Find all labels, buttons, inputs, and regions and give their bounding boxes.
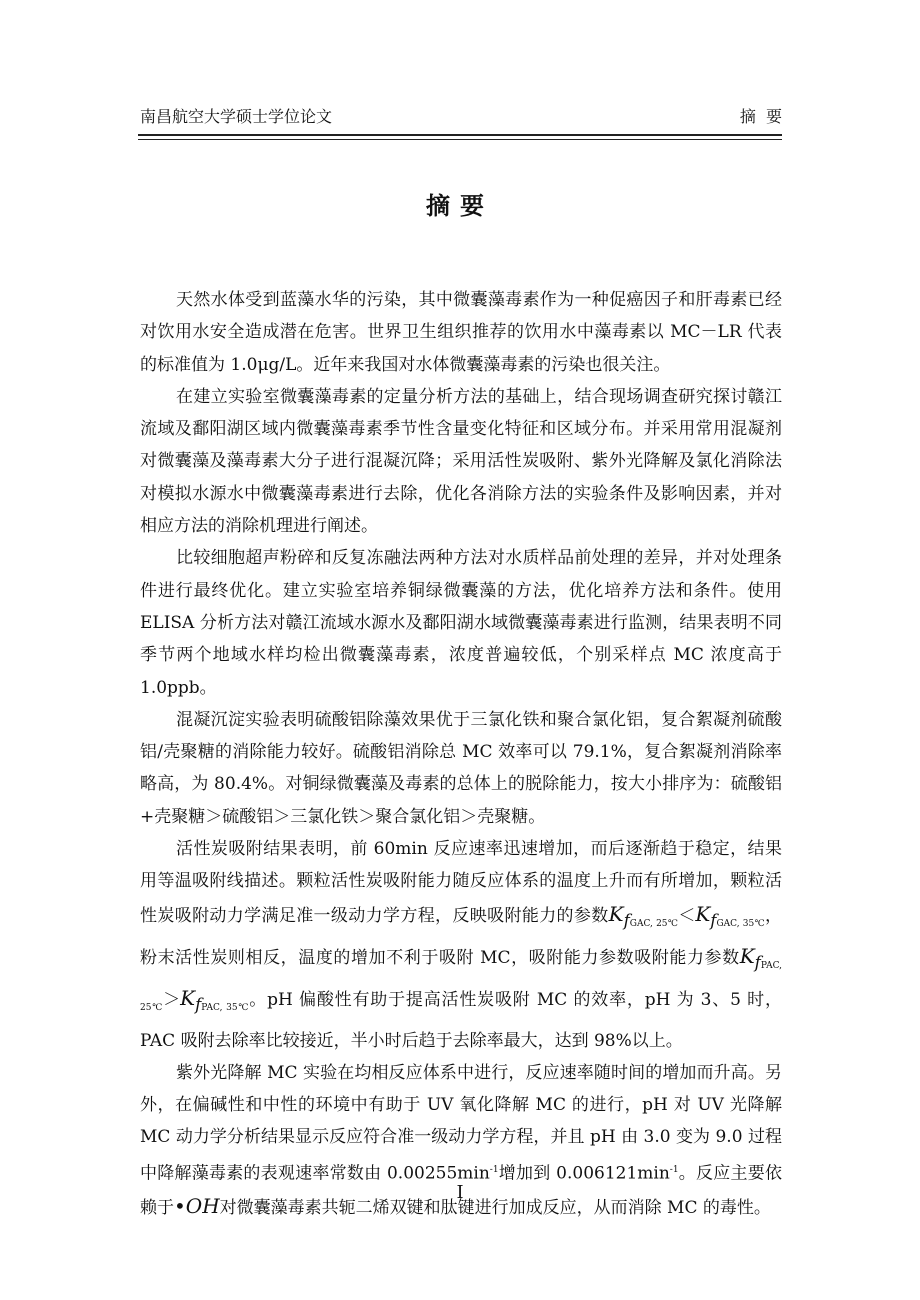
p6-text-c: 。反应主要依赖于 [140,1163,782,1218]
running-header [140,106,782,128]
header-rule-thick [138,134,782,136]
kf-gac-35-symbol: $K_{fGAC, 35℃}$ [695,901,766,930]
p6-text-b: 增加到 0.006121min [498,1163,670,1184]
p6-superscript-2: -1 [669,1164,679,1175]
kf-pac-25-symbol: $K_{fPAC, 25℃}$ [140,943,782,1014]
abstract-paragraph-3: 比较细胞超声粉碎和反复冻融法两种方法对水质样品前处理的差异，并对处理条件进行最终优化。建立实验室培养铜绿微囊藻的方法，优化培养方法和条件。使用 ELISA 分析方法对赣江流域水源水及鄱阳湖水域微囊藻毒素进行监测，结果表明不同季节两个地域水样均检出微囊藻毒素，浓度普遍较低，个别采样点 MC 浓度高于 1.0ppb。 [140,548,782,698]
header-section: 摘 要 [739,107,782,126]
abstract-paragraph-5 [140,833,782,1057]
header-rule-thin [138,139,782,140]
abstract-paragraph-2: 在建立实验室微囊藻毒素的定量分析方法的基础上，结合现场调查研究探讨赣江流域及鄱阳湖区域内微囊藻毒素季节性含量变化特征和区域分布。并采用常用混凝剂对微囊藻及藻毒素大分子进行混凝沉降；采用活性炭吸附、紫外光降解及氯化消除法对模拟水源水中微囊藻毒素进行去除，优化各消除方法的实验条件及影响因素，并对相应方法的消除机理进行阐述。 [140,386,782,537]
abstract-paragraph-4: 混凝沉淀实验表明硫酸铝除藻效果优于三氯化铁和聚合氯化铝，复合絮凝剂硫酸铝/壳聚糖的消除能力较好。硫酸铝消除总 MC 效率可以 79.1%，复合絮凝剂消除率略高，为 80.4%。对铜绿微囊藻及毒素的总体上的脱除能力，按大小排序为：硫酸铝+壳聚糖＞硫酸铝＞三氯化铁＞聚合氯化铝＞壳聚糖。 [140,709,782,827]
hydroxyl-radical-symbol: •OH [174,1193,220,1218]
p6-text-a: 紫外光降解 MC 实验在均相反应体系中进行，反应速率随时间的增加而升高。另外，在偏碱性和中性的环境中有助于 UV 氧化降解 MC 的进行，pH 对 UV 光降解 MC 动力学分析结果显示反应符合准一级动力学方程，并且 pH 由 3.0 变为 9.0 过程中降解藻毒素的表观速率常数由 0.00255min [140,1062,782,1184]
abstract-body [140,284,782,1224]
less-than-sign: ＜ [678,905,696,926]
greater-than-sign: ＞ [163,990,181,1011]
p5-text-a: 活性炭吸附结果表明，前 60min 反应速率迅速增加，而后逐渐趋于稳定，结果用等温吸附线描述。颗粒活性炭吸附能力随反应体系的温度上升而有所增加，颗粒活性炭吸附动力学满足准一级动力学方程，反映吸附能力的参数 [140,839,782,926]
kf-pac-35-symbol: $K_{fPAC, 35℃}$ [180,986,250,1015]
p5-text-b: ，粉末活性炭则相反，温度的增加不利于吸附 MC，吸附能力参数吸附能力参数 [140,905,783,968]
p6-superscript-1: -1 [489,1164,499,1175]
kf-gac-25-symbol: $K_{fGAC, 25℃}$ [608,901,679,930]
header-university-thesis: 南昌航空大学硕士学位论文 [140,107,333,126]
p5-text-c: 。pH 偏酸性有助于提高活性炭吸附 MC 的效率，pH 为 3、5 时，PAC 吸附去除率比较接近，半小时后趋于去除率最大，达到 98%以上。 [140,990,782,1051]
page-title: 摘要 [426,191,494,220]
page-number: I [456,1182,464,1203]
p6-text-d: 对微囊藻毒素共轭二烯双键和肽键进行加成反应，从而消除 MC 的毒性。 [219,1197,771,1218]
abstract-paragraph-1: 天然水体受到蓝藻水华的污染，其中微囊藻毒素作为一种促癌因子和肝毒素已经对饮用水安全造成潜在危害。世界卫生组织推荐的饮用水中藻毒素以 MC－LR 代表的标准值为 1.0μg/L。近年来我国对水体微囊藻毒素的污染也很关注。 [140,290,782,375]
